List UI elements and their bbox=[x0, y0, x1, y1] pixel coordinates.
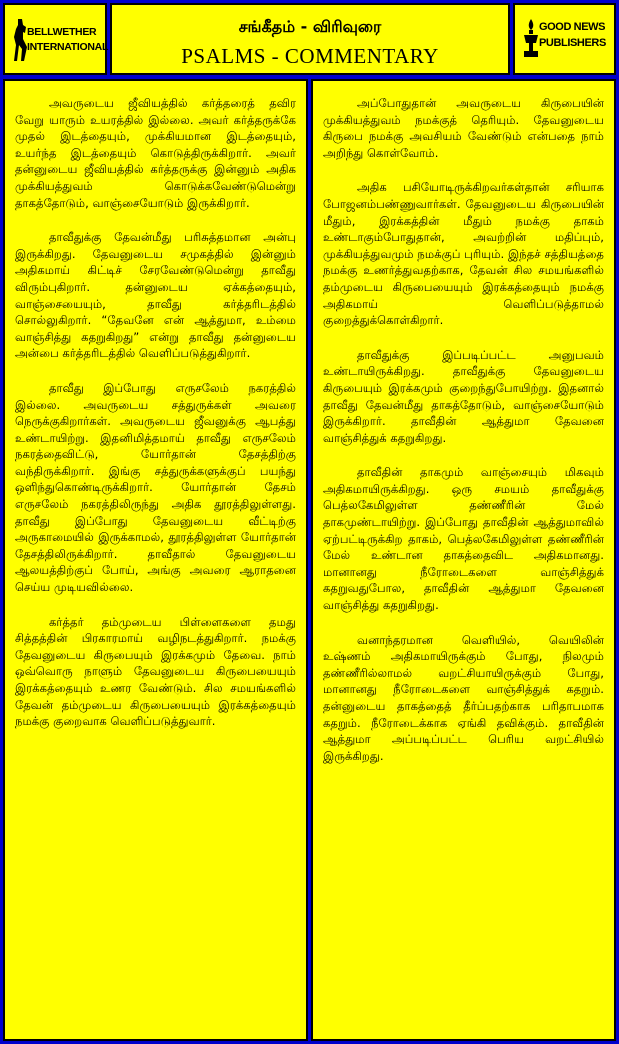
paragraph: அதிக பசியோடிருக்கிறவர்கள்தான் சரியாக போஜனம்பண்ணுவார்கள். தேவனுடைய கிருபையின் மீதும், இரக்கத்தின் மீதும் நமக்கு தாகம் உண்டாகும்போதுதான், அவற்றின் மதிப்பும், முக்கியத்துவமும் நமக்குப் புரியும். இந்தச் சத்தியத்தை நமக்கு உணர்த்துவதற்காக, தேவன் சில சமயங்களில் தம்முடைய கிருபையையும் இரக்கத்தையும் நமக்கு அதிகமாய் வெளிப்படுத்தாமல் குறைத்துக்கொள்கிறார். bbox=[323, 180, 604, 328]
bellwether-logo-text bbox=[27, 25, 108, 55]
paragraph: வனாந்தரமான வெளியில், வெயிலின் உஷ்ணம் அதிகமாயிருக்கும் போது, நிலமும் தண்ணீரில்லாமல் வறட்சியாயிருக்கும் போது, மானானது நீரோடைகளை வாஞ்சித்துக் கதறும். தன்னுடைய தாகத்தைத் தீர்ப்பதற்காக பரிதாபமாக கதறும். நீரோடைக்காக ஏங்கி தவிக்கும். தாவீதின் ஆத்துமா அப்படிப்பட்ட பெரிய வறட்சியில் இருக்கிறது. bbox=[323, 632, 604, 763]
paragraph: கர்த்தர் தம்முடைய பிள்ளைகளை தமது சித்தத்தின் பிரகாரமாய் வழிநடத்துகிறார். நமக்கு தேவனுடைய கிருபையும் இரக்கமும் தேவை. நாம் ஒவ்வொரு நாளும் தேவனுடைய கிருபையையும் இரக்கத்தையும் உணர வேண்டும். சில சமயங்களில் தேவன் தம்முடைய கிருபையையும் இரக்கத்தையும் நமக்கு குறைவாக வெளிப்படுத்துவார். bbox=[15, 614, 296, 729]
lamp-icon bbox=[522, 19, 540, 59]
logo-line-1: BELLWETHER bbox=[27, 26, 97, 38]
paragraph: அவருடைய ஜீவியத்தில் கர்த்தரைத் தவிர வேறு யாரும் உயரத்தில் இல்லை. அவர் கர்த்தருக்கே முதல் இடத்தையும், முக்கியமான இடத்தையும், உயர்ந்த இடத்தையும் கொடுத்திருக்கிறார். அவர் தன்னுடைய ஜீவியத்தில் கர்த்தருக்கு இன்னும் அதிக முக்கியத்துவம் கொடுக்கவேண்டுமென்று தாகத்தோடும், வாஞ்சையோடும் இருக்கிறார். bbox=[15, 96, 296, 210]
right-column bbox=[311, 79, 616, 1041]
bellwether-logo bbox=[3, 3, 107, 75]
title-english: PSALMS - COMMENTARY bbox=[181, 44, 439, 68]
logo-line-2: INTERNATIONAL bbox=[27, 41, 109, 53]
paragraph: தாவீதின் தாகமும் வாஞ்சையும் மிகவும் அதிகமாயிருக்கிறது. ஒரு சமயம் தாவீதுக்கு பெத்லகேமிலுள்ள தண்ணீரின் மேல் தாகமுண்டாயிற்று. இப்போது தாவீதின் ஆத்துமாவில் ஏற்பட்டிருக்கிற தாகம், பெத்லகேமிலுள்ள தண்ணீரின் மேல் உண்டான தாகத்தைவிட அதிகமானது. மானானது நீரோடைகளை வாஞ்சித்துக் கதறுவதுபோல, தாவீதின் ஆத்துமா தேவனை வாஞ்சித்து கதறுகிறது. bbox=[323, 465, 604, 613]
paragraph: தாவீதுக்கு இப்படிப்பட்ட அனுபவம் உண்டாயிருக்கிறது. தாவீதுக்கு தேவனுடைய கிருபையும் இரக்கமும் குறைந்துபோயிற்று. இதனால் தாவீது தேவன்மீது தாகத்தோடும், வாஞ்சையோடும் இருக்கிறார். தாவீதின் ஆத்துமா தேவனை வாஞ்சித்துக் கதறுகிறது. bbox=[323, 347, 604, 445]
paragraph: அப்போதுதான் அவருடைய கிருபையின் முக்கியத்துவம் நமக்குத் தெரியும். தேவனுடைய கிருபை நமக்கு அவசியம் வேண்டும் என்பதை நாம் அறிந்து கொள்வோம். bbox=[323, 96, 604, 160]
logo-line-1: GOOD NEWS bbox=[539, 21, 606, 33]
title-tamil: சங்கீதம் - விரிவுரை bbox=[238, 17, 382, 36]
good-news-logo bbox=[513, 3, 616, 75]
title-block bbox=[110, 3, 510, 75]
logo-line-2: PUBLISHERS bbox=[539, 37, 606, 49]
paragraph: தாவீது இப்போது எருசலேம் நகரத்தில் இல்லை. அவருடைய சத்துருக்கள் அவரை நெருக்குகிறார்கள். அவருடைய ஜீவனுக்கு ஆபத்து உண்டாயிற்று. இதனிமித்தமாய் தாவீது எருசலேம் நகரத்தைவிட்டு, யோர்தான் தேசத்திற்கு வந்திருக்கிறார். இங்கு சத்துருக்களுக்குப் பயந்து ஒளிந்துகொண்டிருக்கிறார். யோர்தான் தேசம் எருசலேம் நகரத்திலிருந்து அதிக தூரத்திலுள்ளது. தாவீது இப்போது தேவனுடைய வீட்டிற்கு அருகாமையில் இருக்காமல், தூரத்திலுள்ள யோர்தான் தேசத்திலிருக்கிறார். தாவீதால் தேவனுடைய ஆலயத்திற்குப் போய், அங்கு அவரை ஆராதனை செய்ய முடியவில்லை. bbox=[15, 380, 296, 595]
left-column bbox=[3, 79, 308, 1041]
paragraph: தாவீதுக்கு தேவன்மீது பரிசுத்தமான அன்பு இருக்கிறது. தேவனுடைய சமுகத்தில் இன்னும் அதிகமாய் கிட்டிச் சேரவேண்டுமென்று தாவீது விரும்புகிறார். தன்னுடைய ஏக்கத்தையும், வாஞ்சையையும், தாவீது கர்த்தரிடத்தில் சொல்லுகிறார். “தேவனே என் ஆத்துமா, உம்மை வாஞ்சித்து கதறுகிறது” என்று தாவீது தன்னுடைய அன்பை கர்த்தரிடத்தில் வெளிப்படுத்துகிறார். bbox=[15, 230, 296, 361]
good-news-logo-text bbox=[539, 19, 606, 51]
